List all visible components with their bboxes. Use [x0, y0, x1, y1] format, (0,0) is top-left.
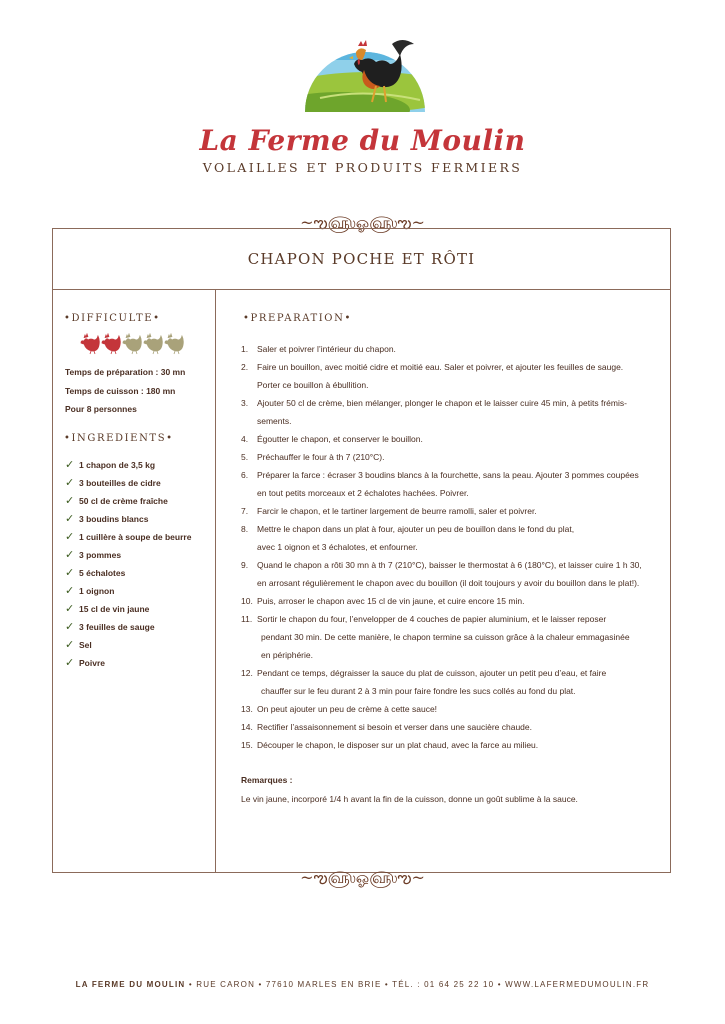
preparation-step	[241, 340, 646, 358]
step-text: Découper le chapon, le disposer sur un plat chaud, avec la farce au milieu.	[257, 740, 539, 750]
ingredient-label: 15 cl de vin jaune	[79, 604, 150, 614]
ingredient-item	[65, 638, 191, 656]
ingredients-heading: •INGREDIENTS•	[64, 433, 174, 444]
ingredients-list	[65, 458, 191, 674]
preparation-step	[241, 448, 646, 466]
step-number: 5.	[241, 452, 249, 462]
step-text: pendant 30 min. De cette manière, le chapon termine sa cuisson grâce à la chaleur emmagasinée	[261, 632, 630, 642]
ingredient-item	[65, 656, 191, 674]
title-row	[53, 229, 670, 290]
ingredient-label: 5 échalotes	[79, 568, 126, 578]
step-text: en périphérie.	[261, 650, 313, 660]
prep-time: Temps de préparation : 30 mn	[65, 367, 186, 377]
step-number: 1.	[241, 344, 249, 354]
rooster-logo-icon	[300, 30, 430, 112]
ingredient-item	[65, 548, 191, 566]
footer	[0, 980, 725, 989]
ingredient-label: 3 boudins blancs	[79, 514, 149, 524]
step-text: en tout petits morceaux et 2 échalotes hachées. Poivrer.	[257, 488, 469, 498]
preparation-step	[241, 520, 646, 556]
ingredient-item	[65, 512, 191, 530]
rooster-icon	[123, 334, 141, 354]
footer-details: • RUE CARON • 77610 MARLES EN BRIE • TÉL. : 01 64 25 22 10 • WWW.LAFERMEDUMOULIN.FR	[185, 980, 650, 989]
step-number: 12.	[241, 668, 253, 678]
ingredient-item	[65, 494, 191, 512]
step-text: Ajouter 50 cl de crème, bien mélanger, plonger le chapon et le laisser cuire 45 min, à petits frémis-	[257, 398, 627, 408]
step-text: Mettre le chapon dans un plat à four, ajouter un peu de bouillon dans le fond du plat,	[257, 524, 575, 534]
cook-time: Temps de cuisson : 180 mn	[65, 386, 176, 396]
step-text: Quand le chapon a rôti 30 mn à th 7 (210°C), baisser le thermostat à 6 (180°C), et laisser cuire 1 h 30,	[257, 560, 642, 570]
ingredient-label: Poivre	[79, 658, 105, 668]
ingredient-item	[65, 530, 191, 548]
checkmark-icon: ✓	[65, 459, 75, 471]
ingredient-label: 3 bouteilles de cidre	[79, 478, 161, 488]
step-text: Faire un bouillon, avec moitié cidre et moitié eau. Saler et poivrer, et ajouter les feuilles de sauge.	[257, 362, 624, 372]
step-text: Sortir le chapon du four, l’envelopper de 4 couches de papier aluminium, et le laisser reposer	[257, 614, 607, 624]
preparation-step	[241, 700, 646, 718]
step-text: Préparer la farce : écraser 3 boudins blancs à la fourchette, sans la peau. Ajouter 3 pommes coupées	[257, 470, 639, 480]
rooster-icon	[81, 334, 99, 354]
checkmark-icon: ✓	[65, 531, 75, 543]
recipe-title: CHAPON POCHE ET RÔTI	[247, 250, 476, 268]
step-text: sements.	[257, 416, 292, 426]
step-number: 7.	[241, 506, 249, 516]
step-text: chauffer sur le feu durant 2 à 3 min pour faire fondre les sucs collés au fond du plat.	[261, 686, 576, 696]
step-text: Pendant ce temps, dégraisser la sauce du plat de cuisson, ajouter un petit peu d’eau, et faire	[257, 668, 607, 678]
ingredient-item	[65, 584, 191, 602]
checkmark-icon: ✓	[65, 549, 75, 561]
ingredient-label: 3 pommes	[79, 550, 122, 560]
step-number: 6.	[241, 470, 249, 480]
brand-tagline: VOLAILLES ET PRODUITS FERMIERS	[202, 160, 523, 175]
step-text: en arrosant régulièrement le chapon avec du bouillon (il doit toujours y avoir du bouillon dans le plat!).	[257, 578, 640, 588]
ingredient-label: Sel	[79, 640, 92, 650]
step-number: 9.	[241, 560, 249, 570]
step-number: 11.	[241, 614, 253, 624]
preparation-step	[241, 358, 646, 394]
preparation-step	[241, 664, 646, 700]
preparation-step	[241, 610, 646, 664]
step-number: 3.	[241, 398, 249, 408]
scroll-ornament-icon: ~ఌ௵ஓ௵ఌ~	[300, 868, 425, 887]
remarks-heading: Remarques :	[241, 775, 293, 785]
ingredient-label: 1 oignon	[79, 586, 115, 596]
checkmark-icon: ✓	[65, 585, 75, 597]
ingredient-label: 1 cuillère à soupe de beurre	[79, 532, 192, 542]
preparation-step	[241, 592, 646, 610]
servings: Pour 8 personnes	[65, 404, 137, 414]
step-text: On peut ajouter un peu de crème à cette sauce!	[257, 704, 438, 714]
ingredient-item	[65, 620, 191, 638]
checkmark-icon: ✓	[65, 621, 75, 633]
preparation-step	[241, 466, 646, 502]
preparation-steps	[241, 340, 646, 754]
checkmark-icon: ✓	[65, 603, 75, 615]
step-text: Préchauffer le four à th 7 (210°C).	[257, 452, 385, 462]
ingredient-item	[65, 458, 191, 476]
ingredient-label: 50 cl de crème fraîche	[79, 496, 168, 506]
checkmark-icon: ✓	[65, 657, 75, 669]
preparation-heading: •PREPARATION•	[243, 313, 352, 324]
step-number: 4.	[241, 434, 249, 444]
step-text: avec 1 oignon et 3 échalotes, et enfourner.	[257, 542, 418, 552]
difficulty-heading: •DIFFICULTE•	[64, 313, 161, 324]
preparation-step	[241, 718, 646, 736]
preparation-step	[241, 502, 646, 520]
brand-name: La Ferme du Moulin	[199, 124, 526, 157]
ingredient-item	[65, 566, 191, 584]
rooster-icon	[165, 334, 183, 354]
step-number: 14.	[241, 722, 253, 732]
remarks-text: Le vin jaune, incorporé 1/4 h avant la fin de la cuisson, donne un goût sublime à la sauce.	[241, 794, 578, 804]
step-text: Saler et poivrer l’intérieur du chapon.	[257, 344, 396, 354]
step-number: 2.	[241, 362, 249, 372]
rooster-icon	[144, 334, 162, 354]
preparation-step	[241, 556, 646, 592]
ingredient-label: 1 chapon de 3,5 kg	[79, 460, 156, 470]
preparation-step	[241, 736, 646, 754]
checkmark-icon: ✓	[65, 477, 75, 489]
footer-name: LA FERME DU MOULIN	[75, 980, 186, 989]
ingredient-item	[65, 476, 191, 494]
step-text: Puis, arroser le chapon avec 15 cl de vin jaune, et cuire encore 15 min.	[257, 596, 525, 606]
ingredient-item	[65, 602, 191, 620]
step-text: Égoutter le chapon, et conserver le bouillon.	[257, 434, 423, 444]
step-text: Farcir le chapon, et le tartiner largement de beurre ramolli, saler et poivrer.	[257, 506, 537, 516]
checkmark-icon: ✓	[65, 639, 75, 651]
scroll-ornament-icon: ~ఌ௵ஓ௵ఌ~	[300, 213, 425, 232]
preparation-step	[241, 430, 646, 448]
rooster-icon	[102, 334, 120, 354]
step-number: 8.	[241, 524, 249, 534]
checkmark-icon: ✓	[65, 495, 75, 507]
difficulty-rating	[80, 333, 185, 355]
checkmark-icon: ✓	[65, 513, 75, 525]
checkmark-icon: ✓	[65, 567, 75, 579]
step-text: Porter ce bouillon à ébullition.	[257, 380, 369, 390]
step-number: 13.	[241, 704, 253, 714]
column-divider	[215, 290, 216, 873]
step-number: 15.	[241, 740, 253, 750]
step-text: Rectifier l’assaisonnement si besoin et verser dans une saucière chaude.	[257, 722, 532, 732]
preparation-step	[241, 394, 646, 430]
step-number: 10.	[241, 596, 253, 606]
ingredient-label: 3 feuilles de sauge	[79, 622, 155, 632]
